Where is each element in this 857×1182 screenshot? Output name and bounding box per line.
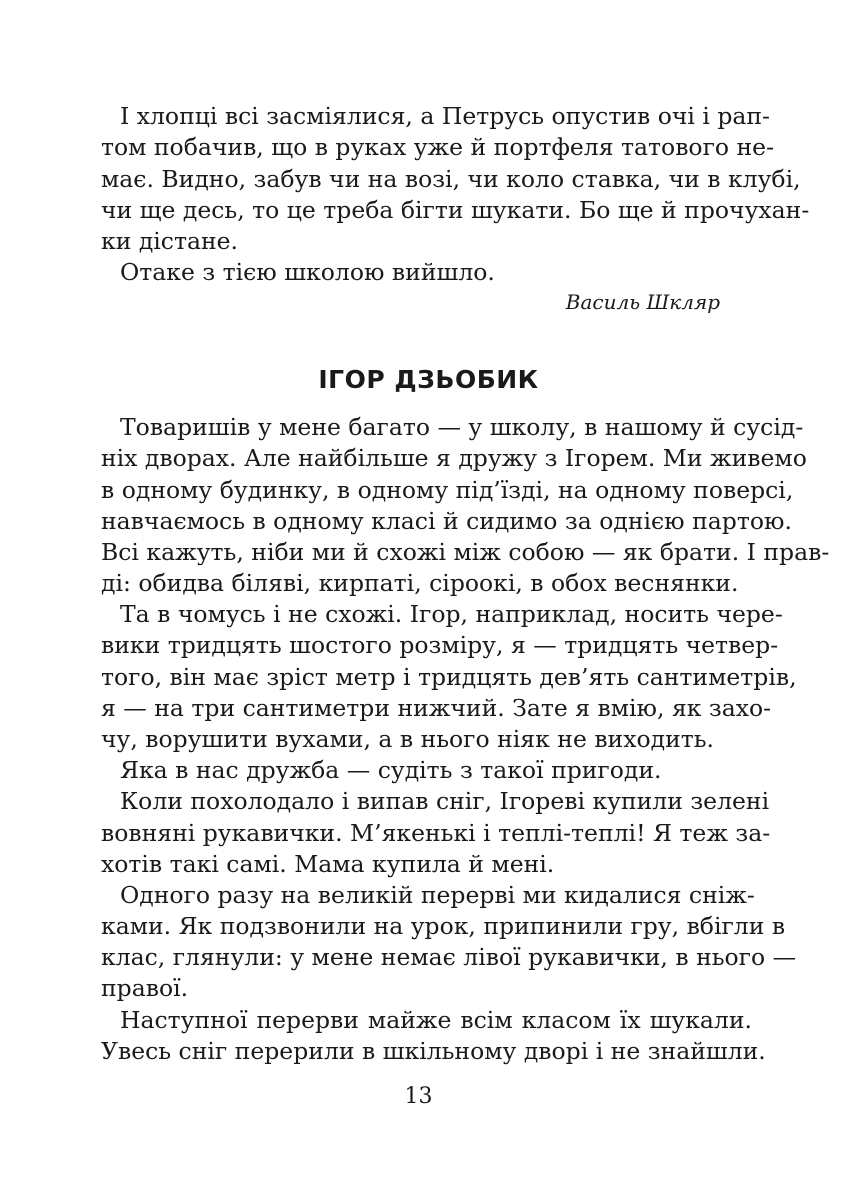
text-line: в одному будинку, в одному під’їзді, на одному поверсі, — [101, 476, 794, 504]
text-line: Яка в нас дружба — судіть з такої пригоди. — [120, 756, 662, 784]
text-line: правої. — [101, 974, 189, 1002]
text-line: Коли похолодало і випав сніг, Ігореві купили зелені — [120, 787, 770, 815]
text-line: ніх дворах. Але найбільше я дружу з Ігорем. Ми живемо — [101, 444, 807, 472]
text-line: Товаришів у мене багато — у школу, в нашому й сусід- — [120, 413, 804, 441]
text-line: клас, глянули: у мене немає лівої рукавички, в нього — — [101, 943, 797, 971]
story-title: ІГОР ДЗЬОБИК — [318, 365, 539, 394]
text-line: ді: обидва біляві, кирпаті, сіроокі, в обох веснянки. — [101, 569, 739, 597]
text-line: вовняні рукавички. М’якенькі і теплі-теплі! Я теж за- — [101, 819, 771, 847]
text-line: том побачив, що в руках уже й портфеля татового не- — [101, 133, 775, 161]
page-number: 13 — [404, 1084, 433, 1109]
text-line: навчаємось в одному класі й сидимо за однією партою. — [101, 507, 792, 535]
text-line: вики тридцять шостого розміру, я — тридцять четвер- — [101, 631, 779, 659]
text-line: Наступної перерви майже всім класом їх шукали. — [120, 1006, 752, 1034]
text-line: чу, ворушити вухами, а в нього ніяк не виходить. — [101, 725, 715, 753]
text-line: хотів такі самі. Мама купила й мені. — [101, 850, 555, 878]
text-line: ками. Як подзвонили на урок, припинили гру, вбігли в — [101, 912, 786, 940]
text-line: того, він має зріст метр і тридцять дев’ять сантиметрів, — [101, 663, 797, 691]
text-line: Отаке з тією школою вийшло. — [120, 258, 495, 286]
author-signature: Василь Шкляр — [565, 290, 720, 314]
text-line: Увесь сніг перерили в шкільному дворі і не знайшли. — [101, 1037, 766, 1065]
text-line: І хлопці всі засміялися, а Петрусь опустив очі і рап- — [120, 102, 771, 130]
text-line: Та в чомусь і не схожі. Ігор, наприклад, носить чере- — [120, 600, 783, 628]
text-line: Одного разу на великій перерві ми кидалися сніж- — [120, 881, 755, 909]
text-line: має. Видно, забув чи на возі, чи коло ставка, чи в клубі, — [101, 165, 801, 193]
text-line: Всі кажуть, ніби ми й схожі між собою — як брати. І прав- — [101, 538, 830, 566]
text-line: чи ще десь, то це треба бігти шукати. Бо ще й прочухан- — [101, 196, 810, 224]
text-line: ки дістане. — [101, 227, 239, 255]
text-line: я — на три сантиметри нижчий. Зате я вмію, як захо- — [101, 694, 772, 722]
